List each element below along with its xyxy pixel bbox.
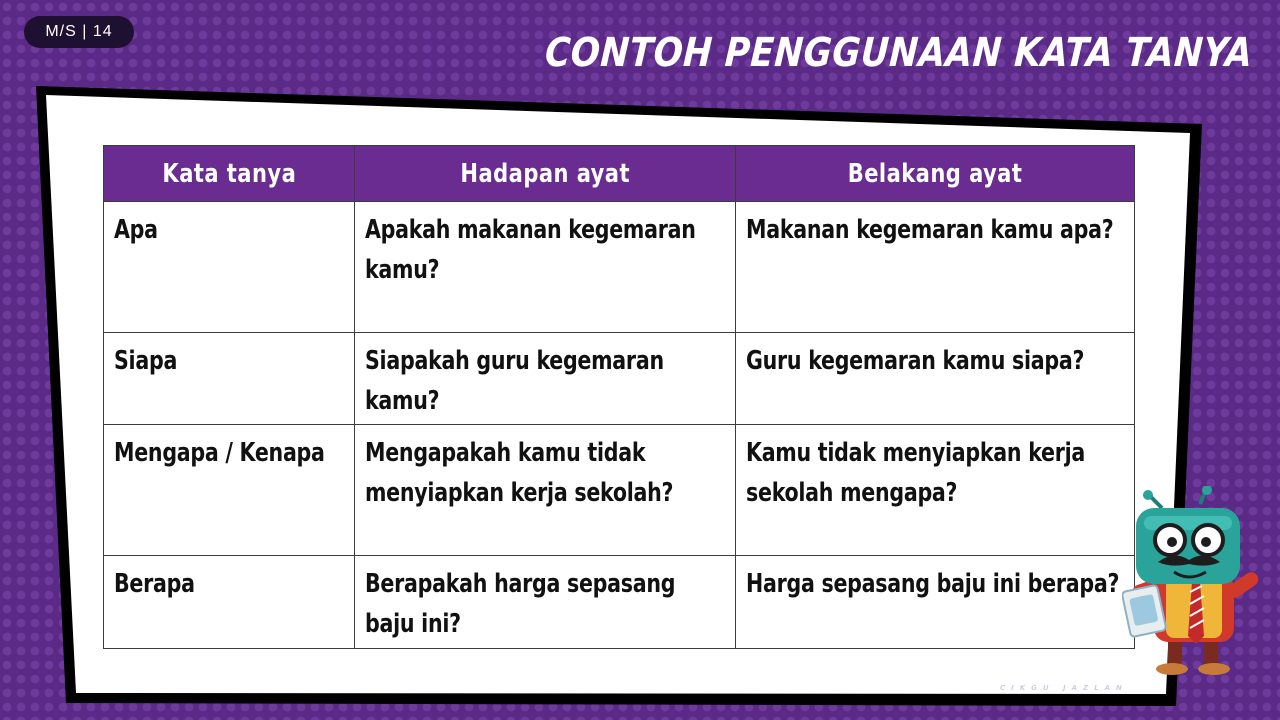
cell-back-sentence: Makanan kegemaran kamu apa? [736,202,1135,333]
table-row [104,333,1135,425]
header-belakang-ayat: Belakang ayat [736,146,1135,202]
cell-back-sentence: Guru kegemaran kamu siapa? [736,333,1135,425]
cell-question-word: Mengapa / Kenapa [104,425,355,556]
cell-question-word: Berapa [104,556,355,649]
header-kata-tanya: Kata tanya [104,146,355,202]
table-header-row [104,146,1135,202]
page-number-badge: M/S | 14 [24,16,134,48]
question-words-table [103,145,1135,649]
cell-question-word: Siapa [104,333,355,425]
table-row [104,556,1135,649]
robot-mascot-illustration [1122,486,1272,678]
cell-front-sentence: Berapakah harga sepasang baju ini? [355,556,736,649]
table-row [104,202,1135,333]
author-signature: CIKGU JAZLAN [1000,684,1128,692]
cell-back-sentence: Kamu tidak menyiapkan kerja sekolah mengapa? [736,425,1135,556]
cell-front-sentence: Mengapakah kamu tidak menyiapkan kerja sekolah? [355,425,736,556]
cell-front-sentence: Siapakah guru kegemaran kamu? [355,333,736,425]
cell-back-sentence: Harga sepasang baju ini berapa? [736,556,1135,649]
table-row [104,425,1135,556]
slide-title: CONTOH PENGGUNAAN KATA TANYA [543,30,1254,76]
header-hadapan-ayat: Hadapan ayat [355,146,736,202]
cell-front-sentence: Apakah makanan kegemaran kamu? [355,202,736,333]
cell-question-word: Apa [104,202,355,333]
